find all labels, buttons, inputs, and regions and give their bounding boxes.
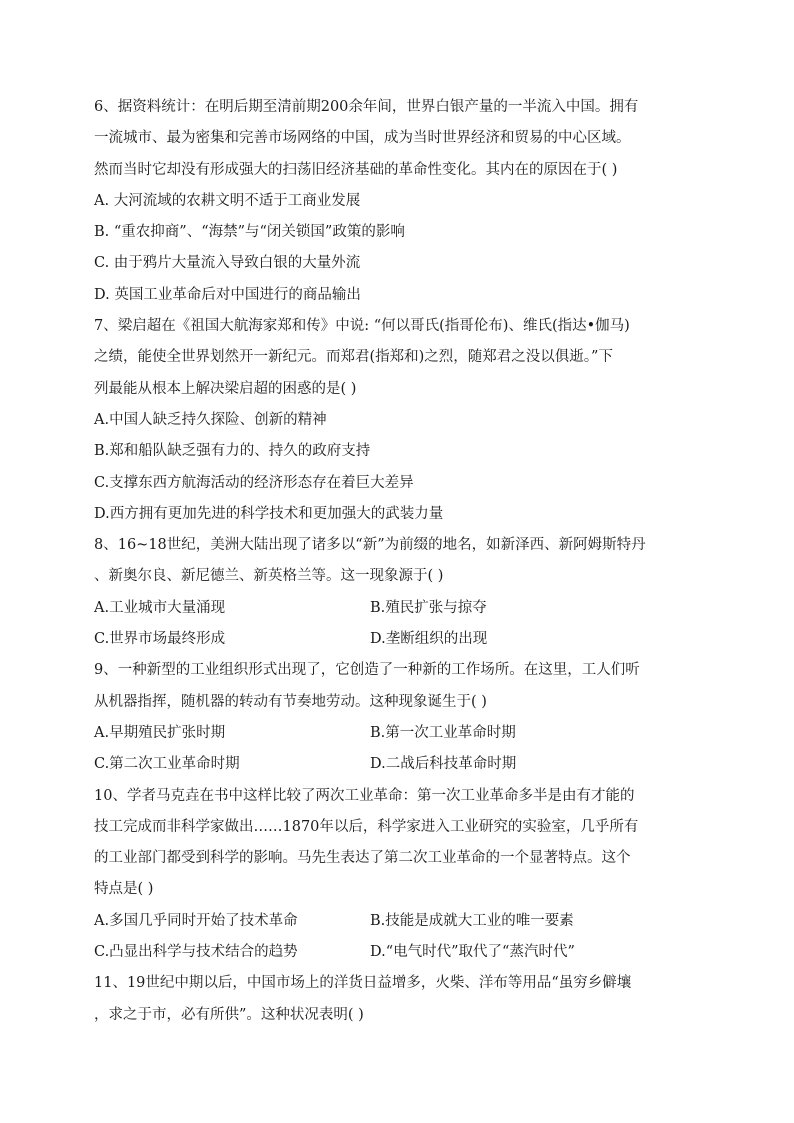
- option-c: C.凸显出科学与技术结合的趋势: [94, 944, 298, 961]
- option-b: B.第一次工业革命时期: [370, 724, 516, 741]
- option-row: [94, 906, 700, 937]
- option-row: [94, 593, 700, 624]
- option-a: A.早期殖民扩张时期: [94, 724, 226, 741]
- option-c: C.第二次工业革命时期: [94, 756, 240, 773]
- question-8: [94, 530, 700, 655]
- option-a: A.多国几乎同时开始了技术革命: [94, 912, 298, 929]
- question-stem-line: 6、据资料统计：在明后期至清前期200余年间，世界白银产量的一半流入中国。拥有: [94, 99, 639, 115]
- question-11: [94, 968, 700, 1031]
- question-stem-line: 10、学者马克垚在书中这样比较了两次工业革命：第一次工业革命多半是由有才能的: [94, 787, 635, 804]
- option-d: D.“电气时代”取代了“蒸汽时代”: [370, 944, 575, 961]
- question-stem-line: 从机器指挥，随机器的转动有节奏地劳动。这种现象诞生于( ): [94, 693, 487, 710]
- option-a: A. 大河流域的农耕文明不适于工商业发展: [94, 192, 361, 209]
- option-c: C.世界市场最终形成: [94, 631, 226, 648]
- question-10: [94, 781, 700, 969]
- option-c: C.支撑东西方航海活动的经济形态存在着巨大差异: [94, 474, 414, 491]
- question-stem-line: 11、19世纪中期以后，中国市场上的洋货日益增多，火柴、洋布等用品“虽穷乡僻壤: [94, 975, 632, 992]
- option-b: B. “重农抑商”、“海禁”与“闭关锁国”政策的影响: [94, 224, 405, 241]
- question-stem-line: ，求之于市，必有所供”。这种状况表明( ): [94, 1006, 364, 1023]
- question-9: [94, 655, 700, 780]
- option-b: B.郑和船队缺乏强有力的、持久的政府支持: [94, 443, 371, 460]
- option-row: [94, 718, 700, 749]
- option-row: [94, 749, 700, 780]
- option-row: [94, 624, 700, 655]
- question-stem-line: 技工完成而非科学家做出……1870年以后，科学家进入工业研究的实验室，几乎所有: [94, 818, 639, 835]
- question-stem-line: 、新奥尔良、新尼德兰、新英格兰等。这一现象源于( ): [94, 568, 444, 585]
- option-c: C. 由于鸦片大量流入导致白银的大量外流: [94, 255, 361, 272]
- question-stem-line: 一流城市、最为密集和完善市场网络的中国，成为当时世界经济和贸易的中心区域。: [94, 130, 631, 147]
- option-d: D.二战后科技革命时期: [370, 756, 517, 773]
- question-stem-line: 然而当时它却没有形成强大的扫荡旧经济基础的革命性变化。其内在的原因在于( ): [94, 161, 618, 178]
- option-d: D.西方拥有更加先进的科学技术和更加强大的武装力量: [94, 505, 444, 522]
- question-stem-line: 列最能从根本上解决梁启超的困惑的是( ): [94, 380, 357, 397]
- question-stem-line: 8、16~18世纪，美洲大陆出现了诸多以“新”为前缀的地名，如新泽西、新阿姆斯特丹: [94, 537, 646, 554]
- question-7: [94, 311, 700, 530]
- option-a: A.工业城市大量涌现: [94, 599, 226, 616]
- question-stem-line: 的工业部门都受到科学的影响。马先生表达了第二次工业革命的一个显著特点。这个: [94, 850, 631, 867]
- option-d: D.垄断组织的出现: [370, 631, 488, 648]
- question-stem-line: 7、梁启超在《祖国大航海家郑和传》中说: “何以哥氏(指哥伦布)、维氏(指达•伽马): [94, 318, 630, 335]
- question-6: [94, 92, 700, 311]
- option-b: B.技能是成就大工业的唯一要素: [370, 912, 574, 929]
- question-stem-line: 特点是( ): [94, 881, 154, 898]
- question-stem-line: 之绩，能使全世界划然开一新纪元。而郑君(指郑和)之烈，随郑君之没以俱逝。”下: [94, 349, 613, 366]
- option-d: D. 英国工业革命后对中国进行的商品输出: [94, 286, 361, 303]
- option-a: A.中国人缺乏持久探险、创新的精神: [94, 411, 327, 428]
- option-b: B.殖民扩张与掠夺: [370, 599, 487, 616]
- question-content: [94, 92, 700, 1031]
- option-row: [94, 937, 700, 968]
- question-stem-line: 9、一种新型的工业组织形式出现了，它创造了一种新的工作场所。在这里，工人们听: [94, 662, 640, 679]
